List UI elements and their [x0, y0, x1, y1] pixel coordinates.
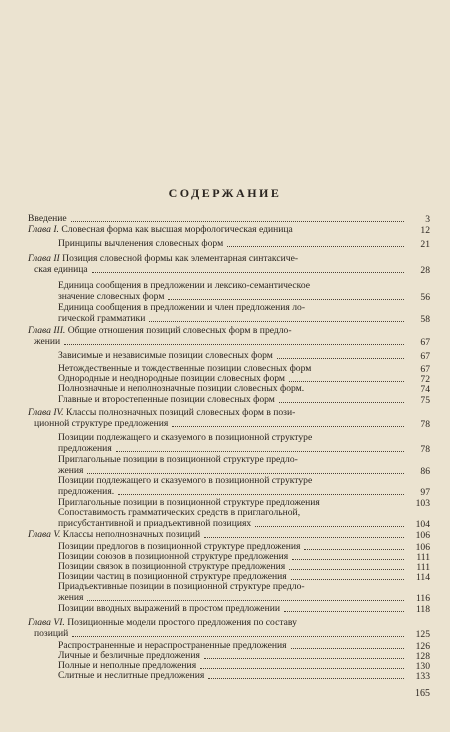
entry-title: Позиции связок в позиционной структуре предложения [58, 561, 286, 572]
page-number: 165 [415, 688, 430, 699]
entry-title: жения [58, 464, 84, 476]
dot-leader [87, 600, 404, 601]
page-ref: 12 [420, 225, 430, 236]
toc-entry-line [34, 337, 60, 346]
page-ref: 28 [420, 264, 430, 276]
page-ref: 3 [425, 214, 430, 225]
toc-entry-line [58, 651, 200, 660]
entry-title: Единица сообщения в предложении и член предложения ло- [58, 302, 306, 313]
dot-leader [204, 658, 404, 659]
chapter-label: Глава II [28, 253, 63, 264]
toc-entry-line [34, 265, 88, 274]
page-ref: 67 [420, 351, 430, 362]
entry-title: Словесная форма как высшая морфологическая единица [61, 224, 293, 235]
dot-leader [289, 381, 404, 382]
dot-leader [204, 537, 404, 538]
dot-leader [208, 678, 404, 679]
page-ref: 74 [420, 384, 430, 395]
entry-title: предложения. [58, 485, 115, 497]
entry-title: Приглагольные позиции в позиционной структуре предло- [58, 454, 298, 465]
toc-entry-line [58, 476, 312, 485]
page-ref: 106 [415, 530, 430, 541]
page-ref: 118 [415, 604, 430, 615]
toc-entry-line [58, 593, 83, 602]
toc-entry-line [58, 374, 285, 383]
page-ref: 126 [415, 641, 430, 652]
toc-entry-line [58, 455, 298, 464]
toc-entry-line [58, 384, 304, 393]
page-ref: 58 [420, 313, 430, 325]
page-ref: 111 [416, 562, 430, 573]
dot-leader [71, 221, 404, 222]
dot-leader [277, 358, 404, 359]
entry-title: Личные и безличные предложения [58, 650, 200, 661]
entry-title: жении [34, 335, 61, 347]
toc-entry-line [58, 508, 300, 517]
toc-entry-line [58, 351, 273, 360]
entry-title: Единица сообщения в предложении и лексико-семантическое [58, 280, 311, 291]
toc-entry-line [58, 292, 164, 301]
entry-title: Слитные и неслитные предложения [58, 670, 205, 681]
toc-entry-line [58, 582, 305, 591]
entry-title: Зависимые и независимые позиции словесных форм [58, 350, 273, 361]
page-ref: 97 [420, 486, 430, 498]
toc-entry-line [58, 498, 320, 507]
dot-leader [64, 344, 404, 345]
toc-entry-line [58, 466, 83, 475]
entry-title: Позиции вводных выражений в простом предложении [58, 603, 280, 614]
dot-leader [289, 569, 404, 570]
page-ref: 67 [420, 364, 430, 375]
chapter-label: Глава IV. [28, 407, 66, 418]
toc-entry-line [58, 487, 114, 496]
entry-title: Позиции подлежащего и сказуемого в позиционной структуре [58, 475, 313, 486]
page-ref: 106 [415, 542, 430, 553]
dot-leader [116, 451, 404, 452]
dot-leader [149, 321, 404, 322]
page-ref: 56 [420, 291, 430, 303]
entry-title: Позиции предлогов в позиционной структуре предложения [58, 541, 301, 552]
toc-entry-line [28, 408, 295, 417]
page-ref: 75 [420, 395, 430, 406]
dot-leader [200, 668, 404, 669]
page-ref: 114 [415, 572, 430, 583]
dot-leader [87, 473, 404, 474]
entry-title: Позиция словесной формы как элементарная синтаксиче- [62, 253, 299, 264]
toc-entry-line [58, 395, 275, 404]
entry-title: Приадъективные позиции в позиционной структуре предло- [58, 581, 305, 592]
page-title: СОДЕРЖАНИЕ [168, 186, 282, 200]
page-ref: 21 [420, 239, 430, 250]
chapter-label: Глава V. [28, 529, 63, 540]
entry-title: Позиции подлежащего и сказуемого в позиционной структуре [58, 432, 313, 443]
toc-entry-line [58, 604, 280, 613]
dot-leader [227, 246, 404, 247]
entry-title: Сопоставимость грамматических средств в приглагольной, [58, 507, 301, 518]
toc-entry-line [58, 303, 305, 312]
page-ref: 78 [420, 418, 430, 430]
page-ref: 103 [415, 498, 430, 509]
entry-title: Главные и второстепенные позиции словесных форм [58, 394, 275, 405]
entry-title: Однородные и неоднородные позиции словесных форм [58, 373, 285, 384]
dot-leader [168, 299, 404, 300]
entry-title: Позиционные модели простого предложения по составу [67, 617, 297, 628]
page-ref: 130 [415, 661, 430, 672]
toc-entry-line [58, 433, 312, 442]
toc-entry-line [58, 552, 288, 561]
toc-entry-line [58, 661, 196, 670]
page-ref: 72 [420, 374, 430, 385]
dot-leader [292, 559, 404, 560]
toc-entry-line [58, 542, 300, 551]
entry-title: ционной структуре предложения [34, 417, 169, 429]
entry-title: ская единица [34, 263, 88, 275]
dot-leader [118, 494, 404, 495]
entry-title: Введение [28, 213, 67, 224]
entry-title: Принципы вычленения словесных форм [58, 238, 224, 249]
toc-entry-line [28, 618, 297, 627]
page-ref: 78 [420, 443, 430, 455]
toc-entry-line [58, 562, 285, 571]
toc-entry-line [58, 239, 223, 248]
dot-leader [255, 526, 404, 527]
toc-entry-line [58, 572, 287, 581]
toc-entry-line [28, 530, 200, 539]
toc-entry-line [58, 281, 310, 290]
page-ref: 116 [415, 592, 430, 604]
page-ref: 86 [420, 465, 430, 477]
toc-entry-line [58, 641, 287, 650]
toc-entry-line [58, 671, 204, 680]
entry-title: значение словесных форм [58, 290, 165, 302]
dot-leader [304, 549, 404, 550]
entry-title: Распространенные и нераспространенные предложения [58, 640, 287, 651]
toc-entry-line [58, 364, 311, 373]
toc-entry-line [58, 314, 145, 323]
toc-entry-line [28, 254, 298, 263]
entry-title: Классы неполнозначных позиций [62, 529, 201, 540]
chapter-label: Глава VI. [28, 617, 68, 628]
dot-leader [172, 426, 404, 427]
entry-title: Приглагольные позиции в позиционной структуре предложения [58, 497, 320, 508]
entry-title: Общие отношения позиций словесных форм в предло- [67, 325, 292, 336]
entry-title: Позиции частиц в позиционной структуре предложения [58, 571, 287, 582]
toc-entry-line [28, 225, 293, 234]
dot-leader [291, 648, 404, 649]
entry-title: гической грамматики [58, 312, 146, 324]
dot-leader [279, 402, 404, 403]
page-ref: 67 [420, 336, 430, 348]
toc-entry-line [28, 214, 67, 223]
entry-title: Полнозначные и неполнозначные позиции словесных форм. [58, 383, 305, 394]
page-ref: 128 [415, 651, 430, 662]
entry-title: Позиции союзов в позиционной структуре предложения [58, 551, 289, 562]
toc-entry-line [58, 519, 251, 528]
toc-entry-line [34, 629, 68, 638]
dot-leader [291, 579, 404, 580]
entry-title: Полные и неполные предложения [58, 660, 197, 671]
page-ref: 104 [415, 518, 430, 530]
toc-entry-line [58, 444, 112, 453]
chapter-label: Глава III. [28, 325, 68, 336]
entry-title: жения [58, 591, 84, 603]
entry-title: присубстантивной и приадъективной позициях [58, 517, 252, 529]
page-ref: 133 [415, 671, 430, 682]
page-ref: 125 [415, 628, 430, 640]
toc-entry-line [34, 419, 168, 428]
entry-title: Классы полнозначных позиций словесных форм в пози- [65, 407, 296, 418]
dot-leader [92, 272, 404, 273]
page-ref: 111 [416, 552, 430, 563]
chapter-label: Глава I. [28, 224, 62, 235]
dot-leader [284, 611, 404, 612]
entry-title: Нетождественные и тождественные позиции словесных форм [58, 363, 312, 374]
entry-title: позиций [34, 627, 69, 639]
dot-leader [72, 636, 404, 637]
toc-entry-line [28, 326, 292, 335]
entry-title: предложения [58, 442, 112, 454]
